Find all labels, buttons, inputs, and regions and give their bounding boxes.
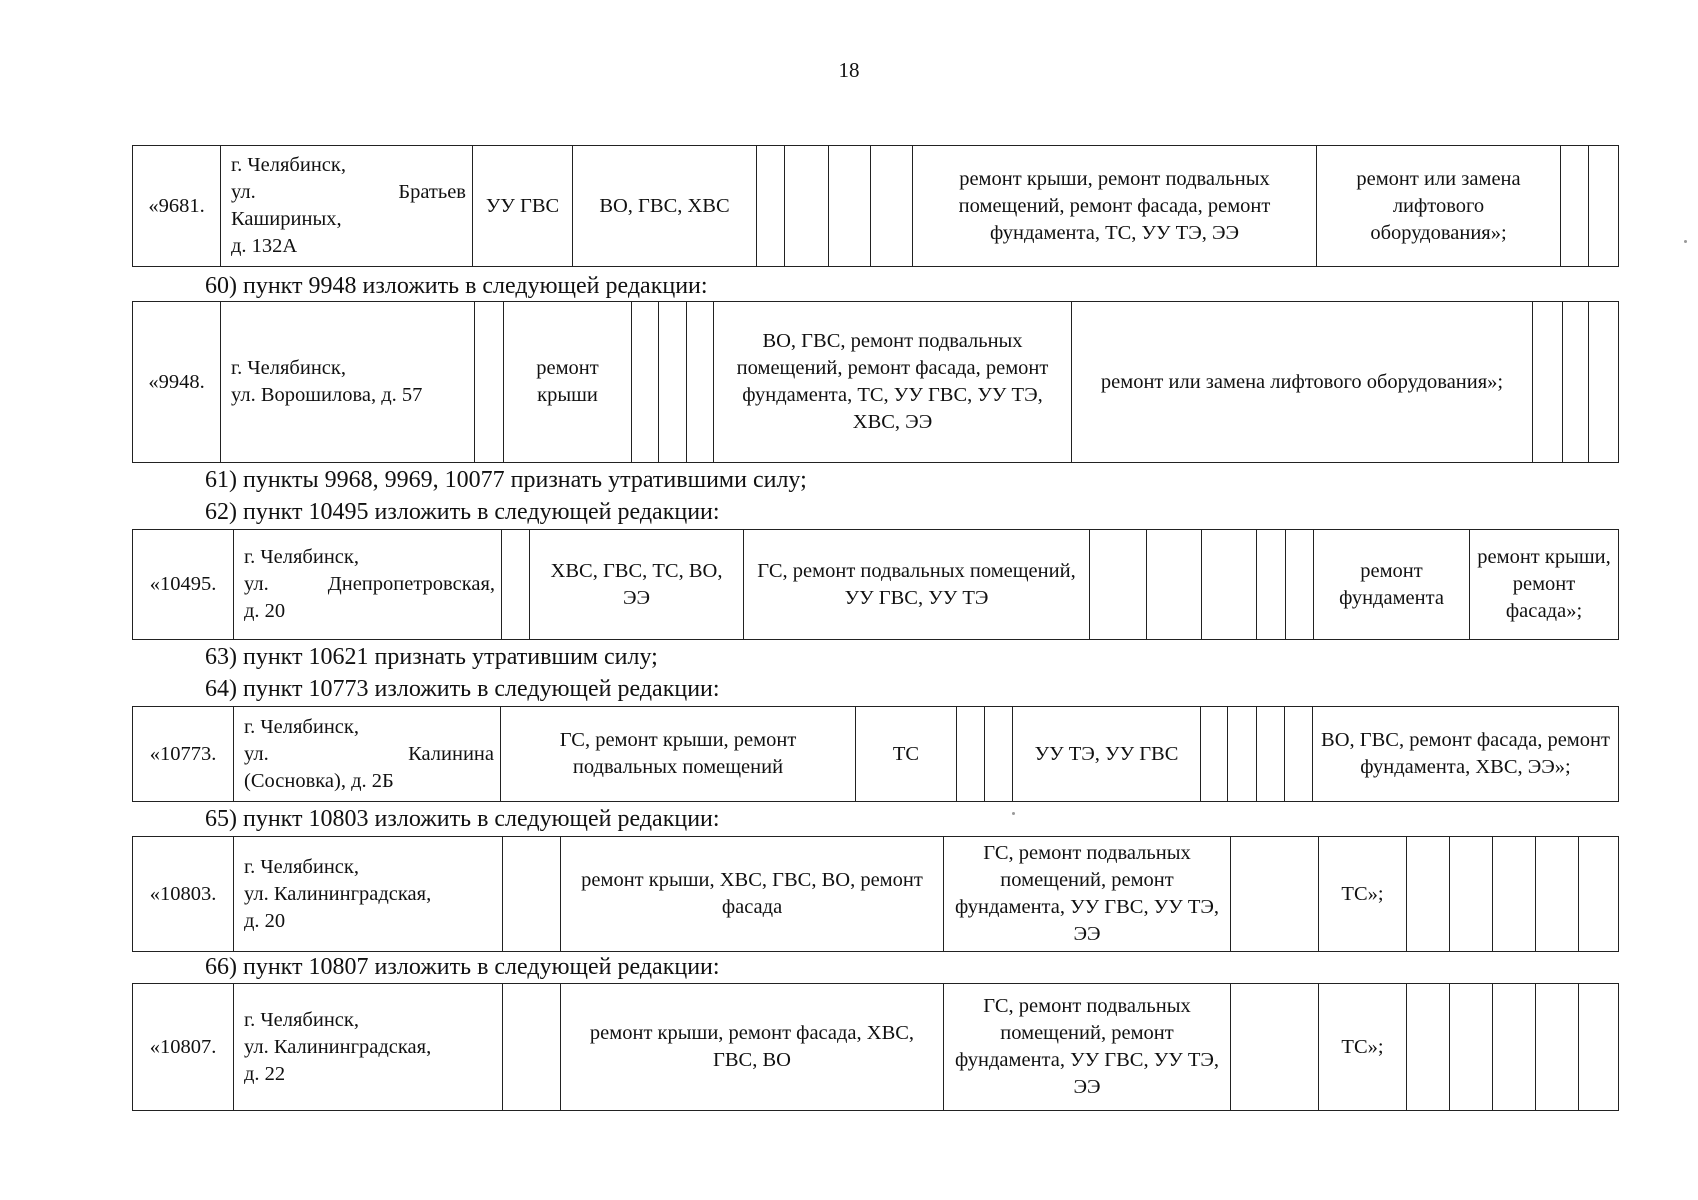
paragraph-64: 64) пункт 10773 изложить в следующей редакции:: [205, 676, 720, 702]
works-cell: ТС»;: [1319, 837, 1407, 952]
empty-cell: [1450, 984, 1493, 1111]
works-cell: ремонт крыши, ремонт подвальных помещений, ремонт фасада, ремонт фундамента, ТС, УУ ТЭ, ЭЭ: [913, 146, 1317, 267]
empty-cell: [1228, 707, 1257, 802]
empty-cell: [659, 302, 687, 463]
works-cell: ремонт крыши, ремонт фасада»;: [1470, 530, 1619, 640]
empty-cell: [687, 302, 714, 463]
empty-cell: [632, 302, 659, 463]
item-number: «10773.: [133, 707, 234, 802]
item-number: «9681.: [133, 146, 221, 267]
empty-cell: [1090, 530, 1147, 640]
table-row-10807: [132, 983, 1619, 1111]
paragraph-62: 62) пункт 10495 изложить в следующей редакции:: [205, 499, 720, 525]
works-cell: ГС, ремонт крыши, ремонт подвальных помещений: [501, 707, 856, 802]
works-cell: ремонт фундамента: [1314, 530, 1470, 640]
empty-cell: [1561, 146, 1589, 267]
address-cell: г. Челябинск, ул. Калинина (Сосновка), д. 2Б: [234, 707, 501, 802]
item-number: «10807.: [133, 984, 234, 1111]
paragraph-65: 65) пункт 10803 изложить в следующей редакции:: [205, 806, 720, 832]
empty-cell: [502, 530, 530, 640]
table-row-10773: [132, 706, 1619, 802]
empty-cell: [1202, 530, 1257, 640]
works-cell: ВО, ГВС, ХВС: [573, 146, 757, 267]
empty-cell: [1493, 984, 1536, 1111]
empty-cell: [1589, 302, 1619, 463]
empty-cell: [1589, 146, 1619, 267]
works-cell: ВО, ГВС, ремонт подвальных помещений, ремонт фасада, ремонт фундамента, ТС, УУ ГВС, УУ ТЭ, ХВС, ЭЭ: [714, 302, 1072, 463]
empty-cell: [503, 984, 561, 1111]
address-cell: г. Челябинск, ул. Калининградская, д. 20: [234, 837, 503, 952]
empty-cell: [1536, 984, 1579, 1111]
table-row-10803: [132, 836, 1619, 952]
works-cell: ГС, ремонт подвальных помещений, ремонт фундамента, УУ ГВС, УУ ТЭ, ЭЭ: [944, 984, 1231, 1111]
empty-cell: [475, 302, 504, 463]
item-number: «9948.: [133, 302, 221, 463]
works-cell: ремонт крыши, ХВС, ГВС, ВО, ремонт фасада: [561, 837, 944, 952]
empty-cell: [829, 146, 871, 267]
address-cell: г. Челябинск, ул. Братьев Кашириных, д. 132А: [221, 146, 473, 267]
works-cell: ремонт крыши: [504, 302, 632, 463]
empty-cell: [503, 837, 561, 952]
works-cell: ГС, ремонт подвальных помещений, ремонт фундамента, УУ ГВС, УУ ТЭ, ЭЭ: [944, 837, 1231, 952]
empty-cell: [1579, 984, 1619, 1111]
empty-cell: [1257, 530, 1286, 640]
item-number: «10495.: [133, 530, 234, 640]
empty-cell: [1147, 530, 1202, 640]
empty-cell: [1231, 837, 1319, 952]
works-cell: ХВС, ГВС, ТС, ВО, ЭЭ: [530, 530, 744, 640]
scan-speck: [1684, 240, 1687, 243]
empty-cell: [985, 707, 1013, 802]
empty-cell: [1407, 984, 1450, 1111]
item-number: «10803.: [133, 837, 234, 952]
empty-cell: [1563, 302, 1589, 463]
empty-cell: [957, 707, 985, 802]
works-cell: ВО, ГВС, ремонт фасада, ремонт фундамента, ХВС, ЭЭ»;: [1313, 707, 1619, 802]
address-cell: г. Челябинск, ул. Ворошилова, д. 57: [221, 302, 475, 463]
works-cell: УУ ГВС: [473, 146, 573, 267]
paragraph-66: 66) пункт 10807 изложить в следующей редакции:: [205, 954, 720, 980]
table-row-9681: [132, 145, 1619, 267]
empty-cell: [1231, 984, 1319, 1111]
empty-cell: [1407, 837, 1450, 952]
empty-cell: [1533, 302, 1563, 463]
empty-cell: [1257, 707, 1285, 802]
empty-cell: [785, 146, 829, 267]
paragraph-60: 60) пункт 9948 изложить в следующей редакции:: [205, 273, 708, 299]
works-cell: ремонт крыши, ремонт фасада, ХВС, ГВС, ВО: [561, 984, 944, 1111]
page-number: 18: [838, 58, 860, 82]
works-cell: ТС»;: [1319, 984, 1407, 1111]
paragraph-63: 63) пункт 10621 признать утратившим силу;: [205, 644, 658, 670]
empty-cell: [1286, 530, 1314, 640]
works-cell: ГС, ремонт подвальных помещений, УУ ГВС, УУ ТЭ: [744, 530, 1090, 640]
address-cell: г. Челябинск, ул. Калининградская, д. 22: [234, 984, 503, 1111]
empty-cell: [1579, 837, 1619, 952]
empty-cell: [1493, 837, 1536, 952]
paragraph-61: 61) пункты 9968, 9969, 10077 признать утратившими силу;: [205, 467, 807, 493]
table-row-9948: [132, 301, 1619, 463]
empty-cell: [1285, 707, 1313, 802]
works-cell: УУ ТЭ, УУ ГВС: [1013, 707, 1201, 802]
works-cell: ремонт или замена лифтового оборудования»;: [1317, 146, 1561, 267]
empty-cell: [1536, 837, 1579, 952]
empty-cell: [1450, 837, 1493, 952]
empty-cell: [1201, 707, 1228, 802]
empty-cell: [871, 146, 913, 267]
works-cell: ремонт или замена лифтового оборудования»;: [1072, 302, 1533, 463]
scan-speck: [1012, 812, 1015, 815]
works-cell: ТС: [856, 707, 957, 802]
empty-cell: [757, 146, 785, 267]
address-cell: г. Челябинск, ул. Днепропетровская, д. 20: [234, 530, 502, 640]
table-row-10495: [132, 529, 1619, 640]
